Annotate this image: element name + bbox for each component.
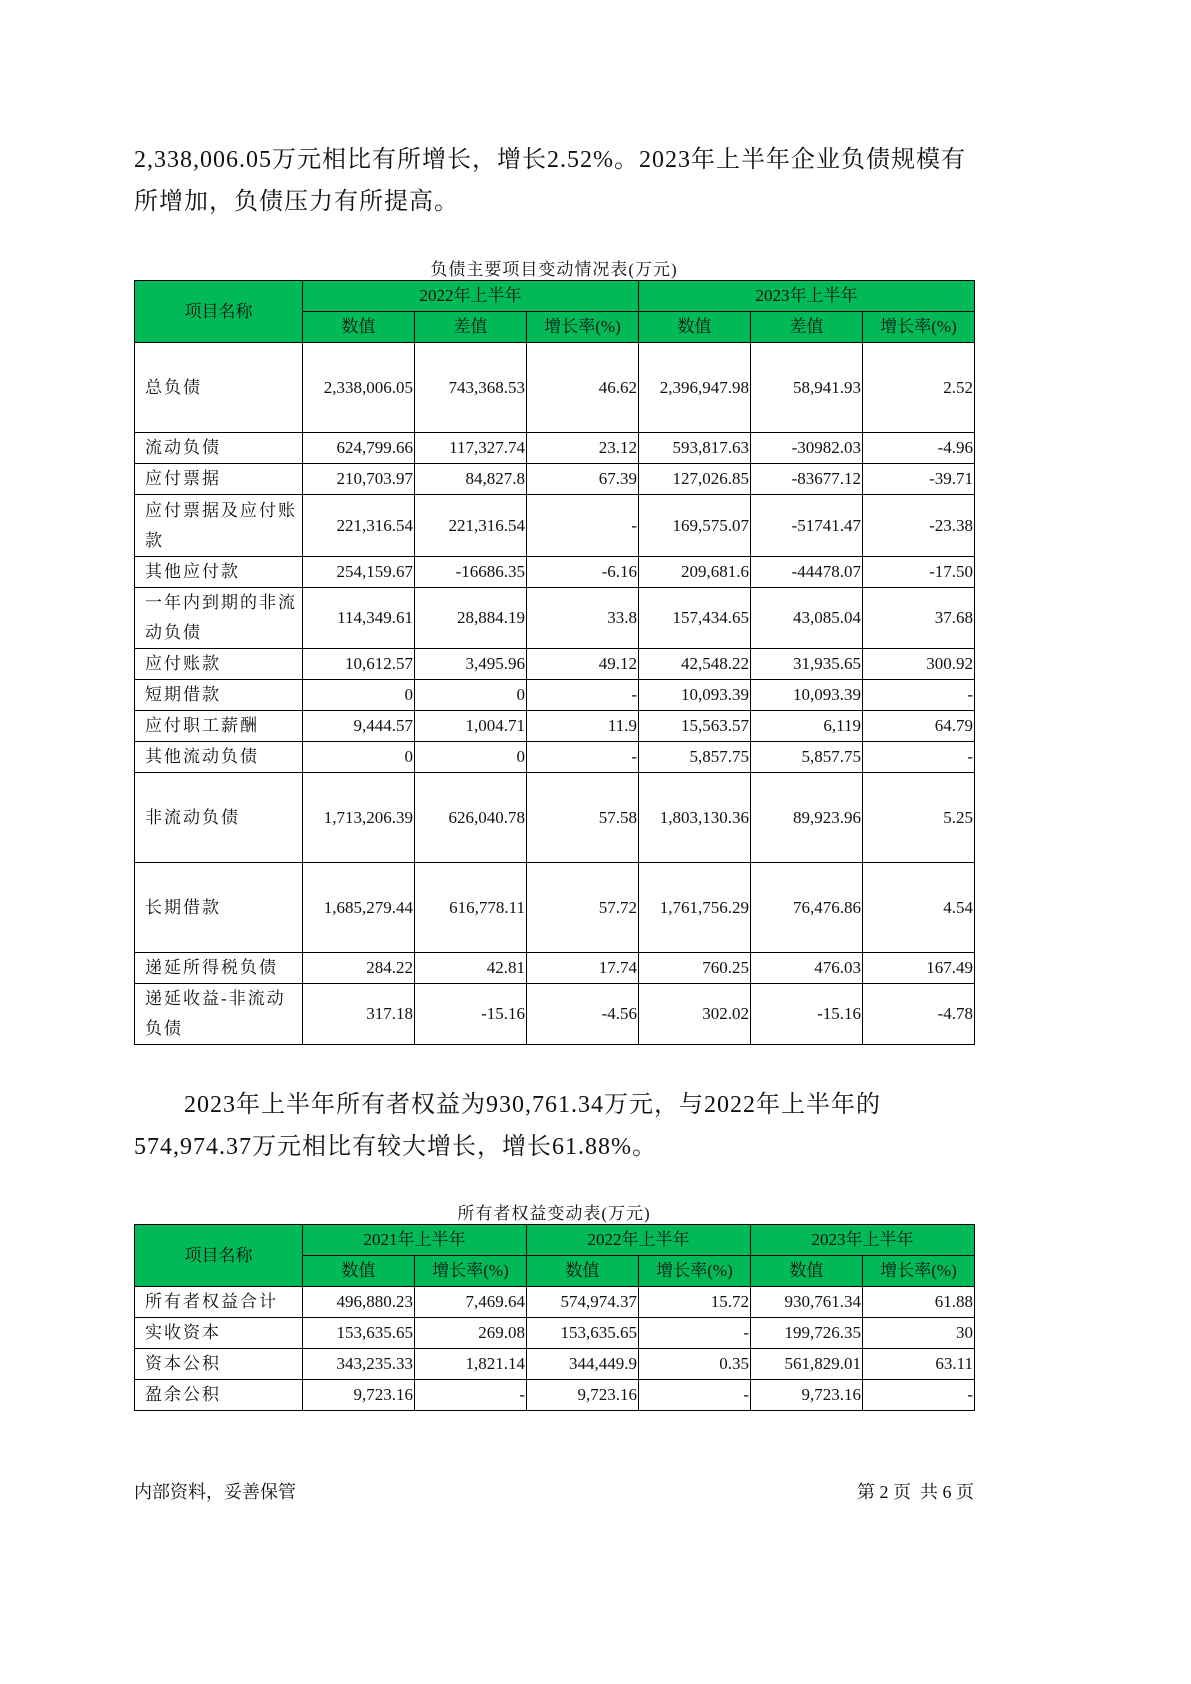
- table-row: [135, 649, 975, 680]
- cell-value: 221,316.54: [415, 495, 527, 557]
- sub-header: 数值: [527, 1256, 639, 1287]
- cell-value: -4.56: [527, 984, 639, 1045]
- table-row: [135, 464, 975, 495]
- header-group: 2022年上半年: [303, 281, 639, 312]
- cell-value: 930,761.34: [751, 1287, 863, 1318]
- row-name: 应付账款: [135, 649, 303, 680]
- sub-header: 数值: [303, 312, 415, 343]
- cell-value: 37.68: [863, 588, 975, 649]
- cell-value: -: [863, 680, 975, 711]
- row-name: 递延收益-非流动负债: [135, 984, 303, 1045]
- cell-value: 64.79: [863, 711, 975, 742]
- sub-header: 增长率(%): [863, 312, 975, 343]
- cell-value: 9,723.16: [303, 1380, 415, 1411]
- cell-value: 58,941.93: [751, 343, 863, 433]
- sub-header: 数值: [303, 1256, 415, 1287]
- table-row: [135, 433, 975, 464]
- table-row: [135, 343, 975, 433]
- sub-header: 差值: [415, 312, 527, 343]
- cell-value: 1,821.14: [415, 1349, 527, 1380]
- footer-page-number: 第 2 页 共 6 页: [857, 1482, 974, 1502]
- cell-value: 9,723.16: [527, 1380, 639, 1411]
- cell-value: -15.16: [751, 984, 863, 1045]
- row-name: 总负债: [135, 343, 303, 433]
- cell-value: 0: [303, 680, 415, 711]
- cell-value: 33.8: [527, 588, 639, 649]
- cell-value: -30982.03: [751, 433, 863, 464]
- header-group: 2021年上半年: [303, 1225, 527, 1256]
- table-row: [135, 495, 975, 557]
- row-name: 一年内到期的非流动负债: [135, 588, 303, 649]
- cell-value: 10,612.57: [303, 649, 415, 680]
- equity-table: [134, 1224, 975, 1411]
- header-group: 2023年上半年: [639, 281, 975, 312]
- table-row: [135, 863, 975, 953]
- cell-value: -4.96: [863, 433, 975, 464]
- cell-value: 3,495.96: [415, 649, 527, 680]
- cell-value: 67.39: [527, 464, 639, 495]
- table-row: [135, 1287, 975, 1318]
- cell-value: 2,338,006.05: [303, 343, 415, 433]
- cell-value: 167.49: [863, 953, 975, 984]
- cell-value: 5.25: [863, 773, 975, 863]
- table-row: [135, 953, 975, 984]
- cell-value: 616,778.11: [415, 863, 527, 953]
- cell-value: 0: [415, 680, 527, 711]
- table-row: [135, 711, 975, 742]
- cell-value: 23.12: [527, 433, 639, 464]
- cell-value: -16686.35: [415, 557, 527, 588]
- row-name: 递延所得税负债: [135, 953, 303, 984]
- cell-value: 7,469.64: [415, 1287, 527, 1318]
- cell-value: 476.03: [751, 953, 863, 984]
- row-name: 应付票据: [135, 464, 303, 495]
- cell-value: 574,974.37: [527, 1287, 639, 1318]
- cell-value: 0: [303, 742, 415, 773]
- equity-table-caption: 所有者权益变动表(万元): [457, 1204, 651, 1223]
- cell-value: 11.9: [527, 711, 639, 742]
- cell-value: 89,923.96: [751, 773, 863, 863]
- sub-header: 增长率(%): [639, 1256, 751, 1287]
- row-name: 盈余公积: [135, 1380, 303, 1411]
- cell-value: 593,817.63: [639, 433, 751, 464]
- cell-value: 9,444.57: [303, 711, 415, 742]
- row-name: 应付职工薪酬: [135, 711, 303, 742]
- row-name: 其他应付款: [135, 557, 303, 588]
- cell-value: 17.74: [527, 953, 639, 984]
- cell-value: 57.72: [527, 863, 639, 953]
- cell-value: 2,396,947.98: [639, 343, 751, 433]
- cell-value: -4.78: [863, 984, 975, 1045]
- cell-value: 42.81: [415, 953, 527, 984]
- cell-value: -39.71: [863, 464, 975, 495]
- cell-value: 1,761,756.29: [639, 863, 751, 953]
- cell-value: 84,827.8: [415, 464, 527, 495]
- cell-value: 1,713,206.39: [303, 773, 415, 863]
- header-group: 2023年上半年: [751, 1225, 975, 1256]
- footer-confidential: 内部资料，妥善保管: [134, 1482, 296, 1502]
- table-row: [135, 1380, 975, 1411]
- cell-value: 30: [863, 1318, 975, 1349]
- cell-value: 15.72: [639, 1287, 751, 1318]
- cell-value: 15,563.57: [639, 711, 751, 742]
- cell-value: -6.16: [527, 557, 639, 588]
- cell-value: 343,235.33: [303, 1349, 415, 1380]
- sub-header: 增长率(%): [863, 1256, 975, 1287]
- table-row: [135, 680, 975, 711]
- table-row: [135, 1349, 975, 1380]
- cell-value: 10,093.39: [639, 680, 751, 711]
- cell-value: 127,026.85: [639, 464, 751, 495]
- table-row: [135, 742, 975, 773]
- table-row: [135, 984, 975, 1045]
- cell-value: 114,349.61: [303, 588, 415, 649]
- table-row: [135, 1318, 975, 1349]
- cell-value: 199,726.35: [751, 1318, 863, 1349]
- cell-value: 1,803,130.36: [639, 773, 751, 863]
- cell-value: 300.92: [863, 649, 975, 680]
- cell-value: 4.54: [863, 863, 975, 953]
- cell-value: 57.58: [527, 773, 639, 863]
- sub-header: 差值: [751, 312, 863, 343]
- cell-value: 10,093.39: [751, 680, 863, 711]
- table-row: [135, 588, 975, 649]
- cell-value: 626,040.78: [415, 773, 527, 863]
- cell-value: -: [527, 495, 639, 557]
- row-name: 流动负债: [135, 433, 303, 464]
- cell-value: -: [639, 1380, 751, 1411]
- cell-value: -83677.12: [751, 464, 863, 495]
- cell-value: 61.88: [863, 1287, 975, 1318]
- cell-value: -: [639, 1318, 751, 1349]
- intro-paragraph: 2,338,006.05万元相比有所增长，增长2.52%。2023年上半年企业负债规模有所增加，负债压力有所提高。: [134, 147, 966, 215]
- row-name: 短期借款: [135, 680, 303, 711]
- cell-value: -23.38: [863, 495, 975, 557]
- cell-value: 284.22: [303, 953, 415, 984]
- cell-value: 344,449.9: [527, 1349, 639, 1380]
- cell-value: 1,685,279.44: [303, 863, 415, 953]
- cell-value: -: [527, 680, 639, 711]
- cell-value: 209,681.6: [639, 557, 751, 588]
- cell-value: -17.50: [863, 557, 975, 588]
- header-item-name: 项目名称: [135, 281, 303, 343]
- cell-value: 6,119: [751, 711, 863, 742]
- cell-value: -: [415, 1380, 527, 1411]
- liability-table: [134, 280, 975, 1045]
- cell-value: 43,085.04: [751, 588, 863, 649]
- cell-value: 302.02: [639, 984, 751, 1045]
- row-name: 资本公积: [135, 1349, 303, 1380]
- sub-header: 增长率(%): [415, 1256, 527, 1287]
- cell-value: 169,575.07: [639, 495, 751, 557]
- cell-value: 9,723.16: [751, 1380, 863, 1411]
- cell-value: -: [527, 742, 639, 773]
- cell-value: -: [863, 1380, 975, 1411]
- cell-value: 254,159.67: [303, 557, 415, 588]
- sub-header: 数值: [751, 1256, 863, 1287]
- cell-value: 153,635.65: [527, 1318, 639, 1349]
- row-name: 非流动负债: [135, 773, 303, 863]
- cell-value: 496,880.23: [303, 1287, 415, 1318]
- cell-value: -51741.47: [751, 495, 863, 557]
- sub-header: 数值: [639, 312, 751, 343]
- cell-value: 46.62: [527, 343, 639, 433]
- cell-value: 561,829.01: [751, 1349, 863, 1380]
- equity-paragraph: 2023年上半年所有者权益为930,761.34万元，与2022年上半年的574,974.37万元相比有较大增长，增长61.88%。: [134, 1092, 881, 1160]
- cell-value: 5,857.75: [639, 742, 751, 773]
- cell-value: 5,857.75: [751, 742, 863, 773]
- cell-value: 210,703.97: [303, 464, 415, 495]
- cell-value: 269.08: [415, 1318, 527, 1349]
- cell-value: 0.35: [639, 1349, 751, 1380]
- cell-value: 221,316.54: [303, 495, 415, 557]
- cell-value: 31,935.65: [751, 649, 863, 680]
- cell-value: 743,368.53: [415, 343, 527, 433]
- row-name: 其他流动负债: [135, 742, 303, 773]
- cell-value: 317.18: [303, 984, 415, 1045]
- liability-table-caption: 负债主要项目变动情况表(万元): [430, 260, 678, 279]
- cell-value: 49.12: [527, 649, 639, 680]
- cell-value: 42,548.22: [639, 649, 751, 680]
- table-row: [135, 557, 975, 588]
- header-group: 2022年上半年: [527, 1225, 751, 1256]
- cell-value: 76,476.86: [751, 863, 863, 953]
- row-name: 长期借款: [135, 863, 303, 953]
- cell-value: 0: [415, 742, 527, 773]
- cell-value: -15.16: [415, 984, 527, 1045]
- cell-value: 153,635.65: [303, 1318, 415, 1349]
- cell-value: 2.52: [863, 343, 975, 433]
- cell-value: 624,799.66: [303, 433, 415, 464]
- cell-value: 760.25: [639, 953, 751, 984]
- cell-value: 63.11: [863, 1349, 975, 1380]
- cell-value: 157,434.65: [639, 588, 751, 649]
- table-row: [135, 773, 975, 863]
- cell-value: -: [863, 742, 975, 773]
- cell-value: 117,327.74: [415, 433, 527, 464]
- row-name: 应付票据及应付账款: [135, 495, 303, 557]
- cell-value: -44478.07: [751, 557, 863, 588]
- sub-header: 增长率(%): [527, 312, 639, 343]
- row-name: 实收资本: [135, 1318, 303, 1349]
- header-item-name: 项目名称: [135, 1225, 303, 1287]
- row-name: 所有者权益合计: [135, 1287, 303, 1318]
- cell-value: 1,004.71: [415, 711, 527, 742]
- cell-value: 28,884.19: [415, 588, 527, 649]
